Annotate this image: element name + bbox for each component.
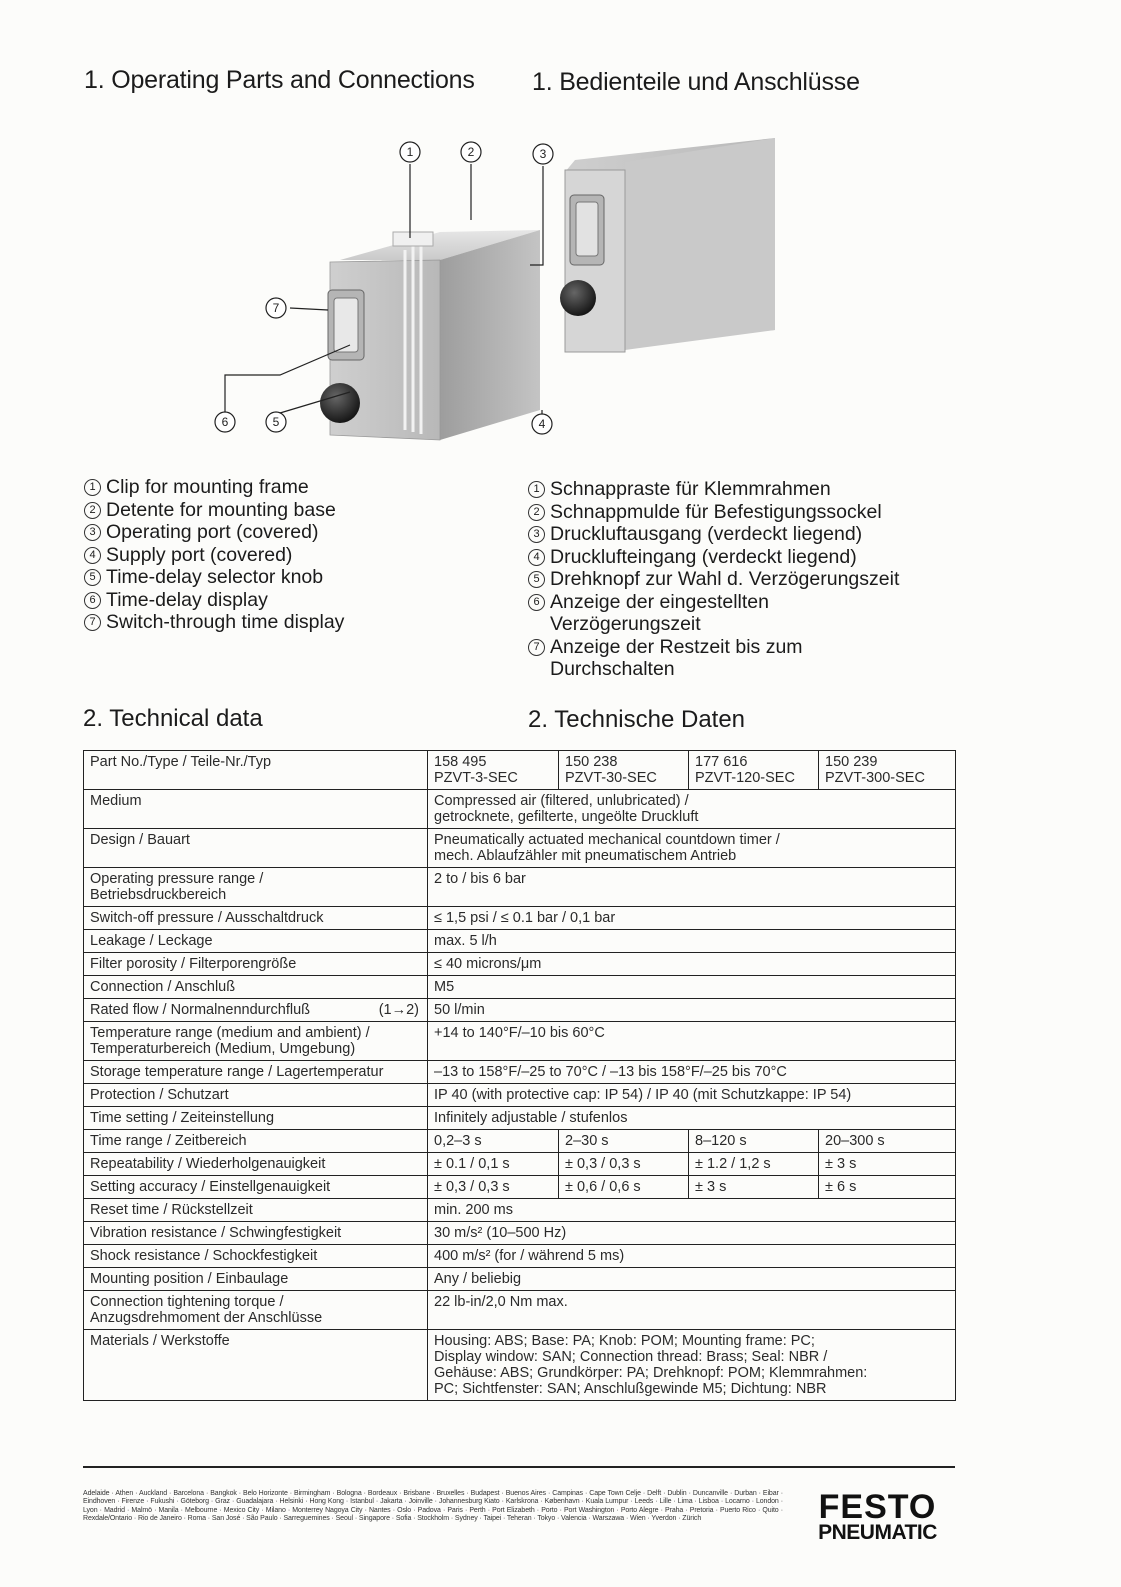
- legend-en-item-text: Operating port (covered): [106, 521, 319, 543]
- callout-5: [266, 412, 286, 432]
- row-value-cell: 22 lb-in/2,0 Nm max.: [428, 1291, 956, 1330]
- section1-title-en: 1. Operating Parts and Connections: [84, 66, 475, 94]
- type-code: PZVT-120-SEC: [695, 770, 795, 786]
- number-circle-icon: 7: [528, 639, 545, 656]
- legend-de-item-6: [528, 591, 899, 636]
- legend-de-item-5: [528, 568, 899, 591]
- number-circle-icon: 3: [528, 526, 545, 543]
- row-label-cell: Shock resistance / Schockfestigkeit: [84, 1245, 428, 1268]
- festo-logo-line1: FESTO: [818, 1488, 937, 1526]
- legend-en-item-text: Clip for mounting frame: [106, 476, 309, 498]
- device-left: [320, 230, 540, 440]
- city-list: Adelaide · Athen · Auckland · Barcelona · Bangkok · Belo Horizonte · Birmingham · Bologna · Bordeaux · Brisbane · Bruxelles · Budapest · Buenos Aires · Campinas · Cape Town Celje · Delft · Dublin · Duncanville · Durban · Eibar · Eindhoven · Firenze · Fukushi · Göteborg · Graz · Guadalajara · Helsinki · Hong Kong · Istanbul · Jakarta · Joinville · Johannesburg Kiato · Karlskrona · København · Kuala Lumpur · Leeds · Lille · Lima · Lisboa · Locarno · London · Lyon · Madrid · Malmö · Manila · Melbourne · Mexico City · Milano · Monterrey Nagoya City · Nantes · Oslo · Padova · Paris · Perth · Port Elizabeth · Porto · Port Washington · Porto Alegre · Praha · Pretoria · Puerto Rico · Quito · Rexdale/Ontario · Rio de Janeiro · Roma · San José · São Paulo · Sarreguemines · Seoul · Singapore · Sofia · Stockholm · Sydney · Taipei · Teheran · Tokyo · Valencia · Warszawa · Wien · Yverdon · Zürich: [83, 1490, 783, 1523]
- legend-en-item-text: Switch-through time display: [106, 611, 345, 633]
- table-row: [84, 999, 956, 1022]
- legend-de-item-3: [528, 523, 899, 546]
- row-value-cell: ≤ 40 microns/μm: [428, 953, 956, 976]
- row-label-cell: Temperature range (medium and ambient) / Temperaturbereich (Medium, Umgebung): [84, 1022, 428, 1061]
- row-value-cell: 400 m/s² (for / während 5 ms): [428, 1245, 956, 1268]
- legend-de-item-2: [528, 501, 899, 524]
- table-row: [84, 829, 956, 868]
- row-value-cell: +14 to 140°F/–10 bis 60°C: [428, 1022, 956, 1061]
- festo-logo-line2: PNEUMATIC: [818, 1521, 937, 1544]
- legend-en-item-1: [84, 476, 344, 499]
- callout-1: [400, 142, 420, 162]
- row-label-extra: (1→2): [378, 1002, 419, 1018]
- legend-de-item-text: Drucklufteingang (verdeckt liegend): [550, 545, 857, 568]
- callout-2: [461, 142, 481, 162]
- row-label-cell: Storage temperature range / Lagertemperatur: [84, 1061, 428, 1084]
- row-value-cell: 2–30 s: [559, 1130, 689, 1153]
- row-value-cell: Compressed air (filtered, unlubricated) / getrocknete, gefilterte, ungeölte Druckluft: [428, 790, 956, 829]
- row-value-cell: ± 3 s: [689, 1176, 819, 1199]
- number-circle-icon: 4: [84, 547, 101, 564]
- number-circle-icon: 1: [84, 479, 101, 496]
- row-value-cell: –13 to 158°F/–25 to 70°C / –13 bis 158°F/–25 bis 70°C: [428, 1061, 956, 1084]
- number-circle-icon: 3: [84, 524, 101, 541]
- legend-en-item-text: Time-delay display: [106, 588, 268, 611]
- row-value-cell: M5: [428, 976, 956, 999]
- table-row: [84, 953, 956, 976]
- row-label-cell: Operating pressure range / Betriebsdruckbereich: [84, 868, 428, 907]
- header-label-cell: Part No./Type / Teile-Nr./Typ: [84, 751, 428, 790]
- table-row: [84, 1022, 956, 1061]
- row-value-cell: IP 40 (with protective cap: IP 54) / IP 40 (mit Schutzkappe: IP 54): [428, 1084, 956, 1107]
- row-label-cell: Reset time / Rückstellzeit: [84, 1199, 428, 1222]
- legend-en-item-text: Detente for mounting base: [106, 498, 336, 521]
- table-row: [84, 868, 956, 907]
- legend-de-item-text: Anzeige der Restzeit bis zum Durchschalten: [550, 635, 803, 680]
- type-code: PZVT-300-SEC: [825, 770, 925, 786]
- callout-7-label: 7: [272, 301, 280, 315]
- row-label-cell: Time setting / Zeiteinstellung: [84, 1107, 428, 1130]
- legend-en-item-6: [84, 589, 344, 612]
- number-circle-icon: 7: [84, 614, 101, 631]
- table-row: [84, 790, 956, 829]
- legend-de-item-text: Schnappmulde für Befestigungssockel: [550, 500, 882, 523]
- legend-en-item-3: [84, 521, 344, 544]
- row-label-cell: Filter porosity / Filterporengröße: [84, 953, 428, 976]
- row-label-cell: Connection / Anschluß: [84, 976, 428, 999]
- section2-title-en: 2. Technical data: [83, 705, 263, 732]
- row-label-cell: Connection tightening torque / Anzugsdrehmoment der Anschlüsse: [84, 1291, 428, 1330]
- legend-de-item-text: Anzeige der eingestellten Verzögerungszeit: [550, 590, 769, 635]
- table-row: [84, 1330, 956, 1401]
- number-circle-icon: 2: [84, 502, 101, 519]
- table-row-multi: [84, 1176, 956, 1199]
- legend-en: [84, 476, 344, 634]
- callout-6: [215, 412, 235, 432]
- part-number: 177 616: [695, 754, 748, 770]
- legend-de-item-text: Schnappraste für Klemmrahmen: [550, 478, 831, 500]
- festo-logo: [800, 1488, 955, 1544]
- row-value-cell: ± 6 s: [819, 1176, 956, 1199]
- callout-3-label: 3: [539, 147, 547, 161]
- row-value-cell: ± 0,3 / 0,3 s: [428, 1176, 559, 1199]
- section2-title-de: 2. Technische Daten: [528, 706, 746, 733]
- table-row: [84, 1222, 956, 1245]
- row-value-cell: 30 m/s² (10–500 Hz): [428, 1222, 956, 1245]
- number-circle-icon: 6: [528, 594, 545, 611]
- row-label-cell: Leakage / Leckage: [84, 930, 428, 953]
- row-value-cell: ± 0,3 / 0,3 s: [559, 1153, 689, 1176]
- row-label-cell: Setting accuracy / Einstellgenauigkeit: [84, 1176, 428, 1199]
- row-value-cell: min. 200 ms: [428, 1199, 956, 1222]
- type-code: PZVT-3-SEC: [434, 770, 518, 786]
- number-circle-icon: 2: [528, 504, 545, 521]
- number-circle-icon: 4: [528, 549, 545, 566]
- table-row-multi: [84, 1153, 956, 1176]
- table-header-row: [84, 751, 956, 790]
- table-row: [84, 1199, 956, 1222]
- row-label-cell: Switch-off pressure / Ausschaltdruck: [84, 907, 428, 930]
- row-label-cell: Medium: [84, 790, 428, 829]
- legend-en-item-5: [84, 566, 344, 589]
- legend-en-item-4: [84, 544, 344, 567]
- table-row: [84, 1107, 956, 1130]
- device-right: [560, 138, 775, 352]
- legend-en-item-text: Supply port (covered): [106, 543, 293, 566]
- legend-de: [528, 478, 899, 681]
- number-circle-icon: 1: [528, 481, 545, 498]
- number-circle-icon: 5: [84, 569, 101, 586]
- section1-title-de: 1. Bedienteile und Anschlüsse: [532, 68, 860, 96]
- type-code: PZVT-30-SEC: [565, 770, 657, 786]
- row-label-cell: Repeatability / Wiederholgenauigkeit: [84, 1153, 428, 1176]
- model-cell: [559, 751, 689, 790]
- row-label-cell: Design / Bauart: [84, 829, 428, 868]
- part-number: 150 239: [825, 754, 878, 770]
- row-label-cell: Time range / Zeitbereich: [84, 1130, 428, 1153]
- row-value-cell: 2 to / bis 6 bar: [428, 868, 956, 907]
- table-row: [84, 1084, 956, 1107]
- legend-de-item-4: [528, 546, 899, 569]
- callout-3: [533, 144, 553, 164]
- row-label-cell: [84, 999, 428, 1022]
- footer-rule: [83, 1466, 955, 1468]
- callout-2-label: 2: [467, 145, 475, 159]
- row-value-cell: ± 3 s: [819, 1153, 956, 1176]
- device-illustration: [200, 120, 940, 460]
- callout-5-label: 5: [272, 415, 280, 429]
- callout-7: [266, 298, 286, 318]
- part-number: 158 495: [434, 754, 487, 770]
- number-circle-icon: 5: [528, 571, 545, 588]
- model-cell: [689, 751, 819, 790]
- legend-en-item-7: [84, 611, 344, 634]
- row-label-cell: Vibration resistance / Schwingfestigkeit: [84, 1222, 428, 1245]
- row-value-cell: Any / beliebig: [428, 1268, 956, 1291]
- row-value-cell: 50 l/min: [428, 999, 956, 1022]
- table-row: [84, 976, 956, 999]
- table-row: [84, 1291, 956, 1330]
- legend-de-item-7: [528, 636, 899, 681]
- table-row-multi: [84, 1130, 956, 1153]
- row-value-cell: 0,2–3 s: [428, 1130, 559, 1153]
- table-row: [84, 1268, 956, 1291]
- row-value-cell: ≤ 1,5 psi / ≤ 0.1 bar / 0,1 bar: [428, 907, 956, 930]
- table-row: [84, 1061, 956, 1084]
- row-label-cell: Mounting position / Einbaulage: [84, 1268, 428, 1291]
- row-value-cell: Housing: ABS; Base: PA; Knob: POM; Mounting frame: PC; Display window: SAN; Connection thread: Brass; Seal: NBR / Gehäuse: ABS; Grundkörper: PA; Drehknopf: POM; Klemmrahmen: PC; Sichtfenster: SAN; Anschlußgewinde M5; Dichtung: NBR: [428, 1330, 956, 1401]
- row-label: Rated flow / Normalnenndurchfluß: [90, 1002, 311, 1018]
- table-row: [84, 1245, 956, 1268]
- model-cell: [819, 751, 956, 790]
- row-value-cell: 8–120 s: [689, 1130, 819, 1153]
- row-value-cell: ± 0,6 / 0,6 s: [559, 1176, 689, 1199]
- row-value-cell: max. 5 l/h: [428, 930, 956, 953]
- row-label-cell: Materials / Werkstoffe: [84, 1330, 428, 1401]
- legend-en-item-text: Time-delay selector knob: [106, 566, 324, 588]
- row-value-cell: 20–300 s: [819, 1130, 956, 1153]
- row-label-cell: Protection / Schutzart: [84, 1084, 428, 1107]
- number-circle-icon: 6: [84, 592, 101, 609]
- legend-de-item-text: Drehknopf zur Wahl d. Verzögerungszeit: [550, 568, 900, 590]
- legend-en-item-2: [84, 499, 344, 522]
- table-row: [84, 907, 956, 930]
- row-value-cell: ± 1.2 / 1,2 s: [689, 1153, 819, 1176]
- row-value-cell: Infinitely adjustable / stufenlos: [428, 1107, 956, 1130]
- legend-de-item-text: Druckluftausgang (verdeckt liegend): [550, 523, 863, 545]
- technical-data-table: [83, 750, 956, 1401]
- legend-de-item-1: [528, 478, 899, 501]
- callout-4: [532, 414, 552, 434]
- model-cell: [428, 751, 559, 790]
- row-value-cell: ± 0.1 / 0,1 s: [428, 1153, 559, 1176]
- part-number: 150 238: [565, 754, 618, 770]
- table-row: [84, 930, 956, 953]
- callout-1-label: 1: [406, 145, 414, 159]
- callout-6-label: 6: [221, 415, 229, 429]
- row-value-cell: Pneumatically actuated mechanical countdown timer / mech. Ablaufzähler mit pneumatischem Antrieb: [428, 829, 956, 868]
- callout-4-label: 4: [538, 417, 546, 431]
